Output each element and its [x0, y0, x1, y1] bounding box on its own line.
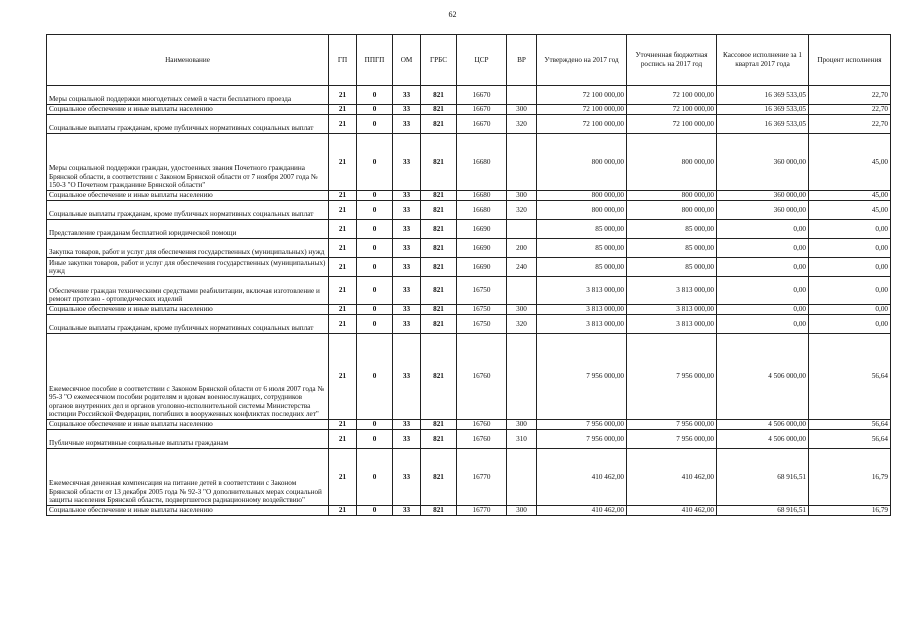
cell-refined: 7 956 000,00	[627, 430, 717, 449]
cell-cash: 16 369 533,05	[717, 86, 809, 105]
cell-grbs: 821	[421, 191, 457, 201]
cell-approved: 7 956 000,00	[537, 430, 627, 449]
header-om: ОМ	[393, 35, 421, 86]
cell-approved: 3 813 000,00	[537, 315, 627, 334]
cell-gp: 21	[329, 315, 357, 334]
table-row	[47, 258, 891, 277]
cell-name: Социальное обеспечение и иные выплаты населению	[47, 105, 329, 115]
cell-ppgp: 0	[357, 315, 393, 334]
cell-om: 33	[393, 334, 421, 420]
cell-percent: 22,70	[809, 86, 891, 105]
cell-ppgp: 0	[357, 239, 393, 258]
cell-cash: 68 916,51	[717, 449, 809, 506]
cell-name: Социальные выплаты гражданам, кроме публичных нормативных социальных выплат	[47, 201, 329, 220]
cell-approved: 3 813 000,00	[537, 277, 627, 305]
cell-approved: 7 956 000,00	[537, 420, 627, 430]
cell-grbs: 821	[421, 506, 457, 516]
cell-csr: 16680	[457, 201, 507, 220]
table-row	[47, 239, 891, 258]
cell-refined: 3 813 000,00	[627, 277, 717, 305]
cell-grbs: 821	[421, 315, 457, 334]
cell-cash: 0,00	[717, 258, 809, 277]
cell-percent: 16,79	[809, 506, 891, 516]
cell-approved: 72 100 000,00	[537, 86, 627, 105]
cell-cash: 0,00	[717, 220, 809, 239]
cell-ppgp: 0	[357, 305, 393, 315]
cell-grbs: 821	[421, 430, 457, 449]
cell-refined: 85 000,00	[627, 220, 717, 239]
cell-gp: 21	[329, 277, 357, 305]
cell-name: Социальные выплаты гражданам, кроме публичных нормативных социальных выплат	[47, 115, 329, 134]
table-row	[47, 277, 891, 305]
cell-refined: 800 000,00	[627, 201, 717, 220]
cell-refined: 72 100 000,00	[627, 86, 717, 105]
cell-ppgp: 0	[357, 220, 393, 239]
cell-grbs: 821	[421, 86, 457, 105]
cell-grbs: 821	[421, 115, 457, 134]
cell-grbs: 821	[421, 449, 457, 506]
cell-vr	[507, 449, 537, 506]
cell-grbs: 821	[421, 105, 457, 115]
cell-grbs: 821	[421, 239, 457, 258]
cell-name: Обеспечение граждан техническими средствами реабилитации, включая изготовление и ремонт протезно - ортопедических изделий	[47, 277, 329, 305]
cell-csr: 16750	[457, 277, 507, 305]
cell-csr: 16750	[457, 305, 507, 315]
cell-percent: 0,00	[809, 220, 891, 239]
cell-csr: 16690	[457, 220, 507, 239]
cell-refined: 410 462,00	[627, 449, 717, 506]
cell-approved: 410 462,00	[537, 506, 627, 516]
cell-refined: 410 462,00	[627, 506, 717, 516]
cell-ppgp: 0	[357, 201, 393, 220]
cell-om: 33	[393, 105, 421, 115]
cell-om: 33	[393, 420, 421, 430]
cell-percent: 0,00	[809, 315, 891, 334]
cell-gp: 21	[329, 506, 357, 516]
cell-grbs: 821	[421, 220, 457, 239]
table-row	[47, 420, 891, 430]
cell-name: Закупка товаров, работ и услуг для обеспечения государственных (муниципальных) нужд	[47, 239, 329, 258]
budget-table	[46, 34, 891, 516]
cell-ppgp: 0	[357, 277, 393, 305]
table-row	[47, 430, 891, 449]
cell-gp: 21	[329, 115, 357, 134]
table-row	[47, 191, 891, 201]
cell-refined: 3 813 000,00	[627, 315, 717, 334]
cell-percent: 0,00	[809, 258, 891, 277]
cell-gp: 21	[329, 86, 357, 105]
cell-name: Социальное обеспечение и иные выплаты населению	[47, 420, 329, 430]
cell-vr: 320	[507, 201, 537, 220]
cell-om: 33	[393, 449, 421, 506]
table-row	[47, 134, 891, 191]
table-row	[47, 105, 891, 115]
cell-vr: 200	[507, 239, 537, 258]
cell-approved: 85 000,00	[537, 239, 627, 258]
cell-vr: 310	[507, 430, 537, 449]
cell-refined: 800 000,00	[627, 191, 717, 201]
cell-gp: 21	[329, 305, 357, 315]
cell-percent: 0,00	[809, 305, 891, 315]
cell-gp: 21	[329, 220, 357, 239]
header-approved: Утверждено на 2017 год	[537, 35, 627, 86]
cell-name: Меры социальной поддержки многодетных семей в части бесплатного проезда	[47, 86, 329, 105]
table-row	[47, 86, 891, 105]
cell-csr: 16670	[457, 115, 507, 134]
cell-vr	[507, 334, 537, 420]
cell-om: 33	[393, 134, 421, 191]
cell-csr: 16770	[457, 506, 507, 516]
cell-gp: 21	[329, 334, 357, 420]
cell-percent: 56,64	[809, 420, 891, 430]
cell-vr	[507, 220, 537, 239]
cell-grbs: 821	[421, 277, 457, 305]
cell-refined: 7 956 000,00	[627, 334, 717, 420]
cell-ppgp: 0	[357, 449, 393, 506]
cell-om: 33	[393, 277, 421, 305]
table-row	[47, 506, 891, 516]
cell-csr: 16690	[457, 239, 507, 258]
cell-gp: 21	[329, 258, 357, 277]
page-number: 62	[448, 10, 457, 19]
cell-csr: 16680	[457, 134, 507, 191]
cell-percent: 45,00	[809, 201, 891, 220]
cell-refined: 72 100 000,00	[627, 105, 717, 115]
cell-gp: 21	[329, 134, 357, 191]
cell-vr: 300	[507, 420, 537, 430]
cell-csr: 16770	[457, 449, 507, 506]
cell-csr: 16670	[457, 86, 507, 105]
header-row	[47, 35, 891, 86]
cell-cash: 4 506 000,00	[717, 430, 809, 449]
cell-refined: 7 956 000,00	[627, 420, 717, 430]
cell-csr: 16690	[457, 258, 507, 277]
cell-vr	[507, 86, 537, 105]
cell-csr: 16760	[457, 334, 507, 420]
header-csr: ЦСР	[457, 35, 507, 86]
cell-name: Социальное обеспечение и иные выплаты населению	[47, 506, 329, 516]
cell-om: 33	[393, 191, 421, 201]
cell-csr: 16760	[457, 430, 507, 449]
cell-om: 33	[393, 506, 421, 516]
cell-gp: 21	[329, 191, 357, 201]
cell-refined: 800 000,00	[627, 134, 717, 191]
cell-ppgp: 0	[357, 258, 393, 277]
cell-cash: 360 000,00	[717, 201, 809, 220]
cell-grbs: 821	[421, 334, 457, 420]
cell-name: Социальные выплаты гражданам, кроме публичных нормативных социальных выплат	[47, 315, 329, 334]
cell-grbs: 821	[421, 201, 457, 220]
cell-percent: 56,64	[809, 334, 891, 420]
cell-vr	[507, 134, 537, 191]
cell-cash: 360 000,00	[717, 134, 809, 191]
cell-om: 33	[393, 239, 421, 258]
cell-om: 33	[393, 201, 421, 220]
cell-percent: 16,79	[809, 449, 891, 506]
cell-cash: 16 369 533,05	[717, 105, 809, 115]
cell-cash: 4 506 000,00	[717, 420, 809, 430]
cell-gp: 21	[329, 449, 357, 506]
header-refined: Уточненная бюджетная роспись на 2017 год	[627, 35, 717, 86]
cell-percent: 56,64	[809, 430, 891, 449]
cell-vr: 320	[507, 115, 537, 134]
header-cash: Кассовое исполнение за 1 квартал 2017 года	[717, 35, 809, 86]
cell-refined: 85 000,00	[627, 239, 717, 258]
header-gp: ГП	[329, 35, 357, 86]
cell-refined: 85 000,00	[627, 258, 717, 277]
cell-gp: 21	[329, 430, 357, 449]
cell-ppgp: 0	[357, 134, 393, 191]
cell-ppgp: 0	[357, 506, 393, 516]
cell-gp: 21	[329, 239, 357, 258]
cell-refined: 72 100 000,00	[627, 115, 717, 134]
cell-om: 33	[393, 258, 421, 277]
cell-cash: 0,00	[717, 277, 809, 305]
cell-percent: 45,00	[809, 191, 891, 201]
cell-name: Ежемесячное пособие в соответствии с Законом Брянской области от 6 июля 2007 года № 95-З "О ежемесячном пособии родителям и вдовам военнослужащих, сотрудников органов внутренних дел и органов уголовно-исполнительной системы Министерства юстиции Российской Федерации, погибших в вооруженных конфликтах последних лет"	[47, 334, 329, 420]
table-row	[47, 334, 891, 420]
cell-approved: 72 100 000,00	[537, 115, 627, 134]
cell-cash: 360 000,00	[717, 191, 809, 201]
table-row	[47, 115, 891, 134]
cell-ppgp: 0	[357, 115, 393, 134]
cell-percent: 0,00	[809, 239, 891, 258]
cell-gp: 21	[329, 420, 357, 430]
header-vr: ВР	[507, 35, 537, 86]
cell-om: 33	[393, 315, 421, 334]
cell-grbs: 821	[421, 134, 457, 191]
cell-name: Иные закупки товаров, работ и услуг для обеспечения государственных (муниципальных) нужд	[47, 258, 329, 277]
table-row	[47, 449, 891, 506]
cell-name: Публичные нормативные социальные выплаты гражданам	[47, 430, 329, 449]
cell-vr	[507, 277, 537, 305]
cell-gp: 21	[329, 105, 357, 115]
cell-approved: 85 000,00	[537, 258, 627, 277]
cell-name: Социальное обеспечение и иные выплаты населению	[47, 305, 329, 315]
cell-vr: 300	[507, 506, 537, 516]
cell-percent: 22,70	[809, 105, 891, 115]
cell-ppgp: 0	[357, 105, 393, 115]
cell-cash: 16 369 533,05	[717, 115, 809, 134]
cell-name: Меры социальной поддержки граждан, удостоенных звания Почетного гражданина Брянской области, в соответствии с Законом Брянской области от 7 ноября 2007 года № 150-З "О Почетном гражданине Брянской области"	[47, 134, 329, 191]
cell-csr: 16760	[457, 420, 507, 430]
cell-ppgp: 0	[357, 191, 393, 201]
cell-name: Ежемесячная денежная компенсация на питание детей в соответствии с Законом Брянской области от 13 декабря 2005 года № 92-З "О дополнительных мерах социальной защиты населения Брянской области, подвергшегося радиационному воздействию"	[47, 449, 329, 506]
header-percent: Процент исполнения	[809, 35, 891, 86]
cell-vr: 300	[507, 191, 537, 201]
header-grbs: ГРБС	[421, 35, 457, 86]
cell-refined: 3 813 000,00	[627, 305, 717, 315]
cell-approved: 7 956 000,00	[537, 334, 627, 420]
cell-gp: 21	[329, 201, 357, 220]
cell-csr: 16670	[457, 105, 507, 115]
cell-grbs: 821	[421, 420, 457, 430]
cell-approved: 85 000,00	[537, 220, 627, 239]
cell-vr: 300	[507, 305, 537, 315]
cell-cash: 0,00	[717, 315, 809, 334]
cell-ppgp: 0	[357, 430, 393, 449]
table-row	[47, 201, 891, 220]
cell-csr: 16680	[457, 191, 507, 201]
cell-ppgp: 0	[357, 420, 393, 430]
table-row	[47, 305, 891, 315]
cell-cash: 0,00	[717, 239, 809, 258]
cell-vr: 300	[507, 105, 537, 115]
header-name: Наименование	[47, 35, 329, 86]
table-body	[47, 86, 891, 516]
cell-om: 33	[393, 220, 421, 239]
cell-approved: 3 813 000,00	[537, 305, 627, 315]
cell-approved: 410 462,00	[537, 449, 627, 506]
cell-percent: 45,00	[809, 134, 891, 191]
cell-om: 33	[393, 305, 421, 315]
cell-approved: 800 000,00	[537, 201, 627, 220]
cell-percent: 22,70	[809, 115, 891, 134]
cell-ppgp: 0	[357, 86, 393, 105]
cell-vr: 240	[507, 258, 537, 277]
cell-name: Представление гражданам бесплатной юридической помощи	[47, 220, 329, 239]
cell-om: 33	[393, 86, 421, 105]
cell-cash: 0,00	[717, 305, 809, 315]
header-ppgp: ППГП	[357, 35, 393, 86]
cell-approved: 72 100 000,00	[537, 105, 627, 115]
table-row	[47, 220, 891, 239]
table-row	[47, 315, 891, 334]
cell-cash: 68 916,51	[717, 506, 809, 516]
cell-ppgp: 0	[357, 334, 393, 420]
cell-grbs: 821	[421, 258, 457, 277]
cell-approved: 800 000,00	[537, 191, 627, 201]
cell-grbs: 821	[421, 305, 457, 315]
cell-name: Социальное обеспечение и иные выплаты населению	[47, 191, 329, 201]
cell-percent: 0,00	[809, 277, 891, 305]
cell-cash: 4 506 000,00	[717, 334, 809, 420]
cell-vr: 320	[507, 315, 537, 334]
cell-csr: 16750	[457, 315, 507, 334]
cell-om: 33	[393, 430, 421, 449]
cell-approved: 800 000,00	[537, 134, 627, 191]
cell-om: 33	[393, 115, 421, 134]
